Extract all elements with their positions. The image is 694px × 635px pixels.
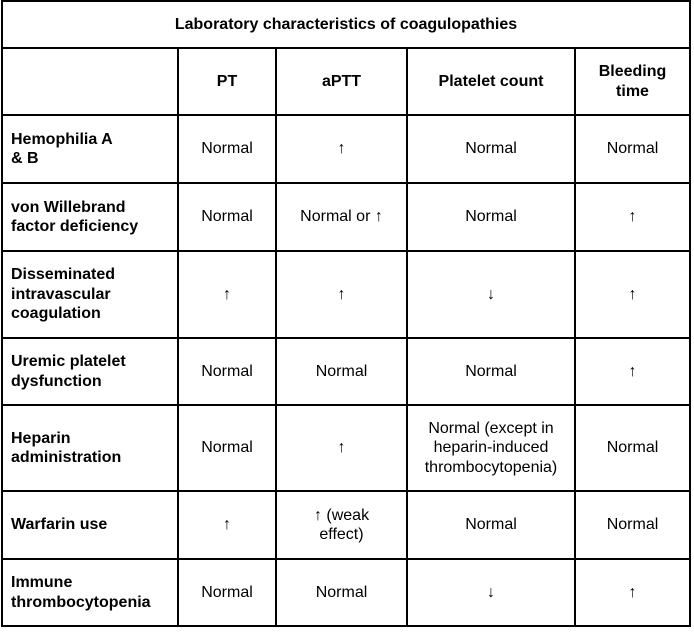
table-cell: Normal: [276, 559, 407, 626]
table-row: [2, 559, 690, 626]
table-cell: ↑: [575, 251, 690, 338]
table-cell: Normal: [407, 183, 575, 251]
table-cell: ↑: [276, 405, 407, 491]
row-header: Disseminated intravascular coagulation: [2, 251, 178, 338]
row-header: Warfarin use: [2, 491, 178, 559]
table-cell: Normal: [407, 491, 575, 559]
table-cell: Normal: [276, 338, 407, 405]
table-cell: ↑: [575, 338, 690, 405]
table-cell: ↑: [178, 251, 276, 338]
coagulopathy-table: [1, 0, 691, 627]
row-header: Uremic platelet dysfunction: [2, 338, 178, 405]
column-header-platelet-count: Platelet count: [407, 48, 575, 115]
table-cell: Normal or ↑: [276, 183, 407, 251]
table-row: [2, 115, 690, 183]
table-cell: Normal: [178, 559, 276, 626]
row-header: von Willebrand factor deficiency: [2, 183, 178, 251]
table-cell: ↓: [407, 251, 575, 338]
table-row: [2, 405, 690, 491]
corner-cell: [2, 48, 178, 115]
table-cell: Normal: [178, 183, 276, 251]
column-header-bleeding-time: Bleeding time: [575, 48, 690, 115]
row-header: Heparin administration: [2, 405, 178, 491]
table-cell: ↑: [575, 559, 690, 626]
table-cell: ↑ (weak effect): [276, 491, 407, 559]
table-cell: Normal (except in heparin-induced thrombocytopenia): [407, 405, 575, 491]
column-header-pt: PT: [178, 48, 276, 115]
table-cell: ↑: [276, 115, 407, 183]
table-cell: Normal: [407, 115, 575, 183]
table-row: [2, 251, 690, 338]
table-row: [2, 183, 690, 251]
table-cell: ↑: [575, 183, 690, 251]
table-row: [2, 491, 690, 559]
row-header: Hemophilia A & B: [2, 115, 178, 183]
row-header: Immune thrombocytopenia: [2, 559, 178, 626]
table-cell: Normal: [575, 115, 690, 183]
table-title: Laboratory characteristics of coagulopathies: [2, 1, 690, 48]
table-cell: Normal: [178, 338, 276, 405]
table-cell: Normal: [178, 115, 276, 183]
table-cell: Normal: [407, 338, 575, 405]
table-cell: Normal: [575, 405, 690, 491]
column-header-aptt: aPTT: [276, 48, 407, 115]
table-cell: Normal: [575, 491, 690, 559]
table-cell: ↑: [276, 251, 407, 338]
table-cell: ↓: [407, 559, 575, 626]
table-row: [2, 338, 690, 405]
table-cell: Normal: [178, 405, 276, 491]
table-cell: ↑: [178, 491, 276, 559]
